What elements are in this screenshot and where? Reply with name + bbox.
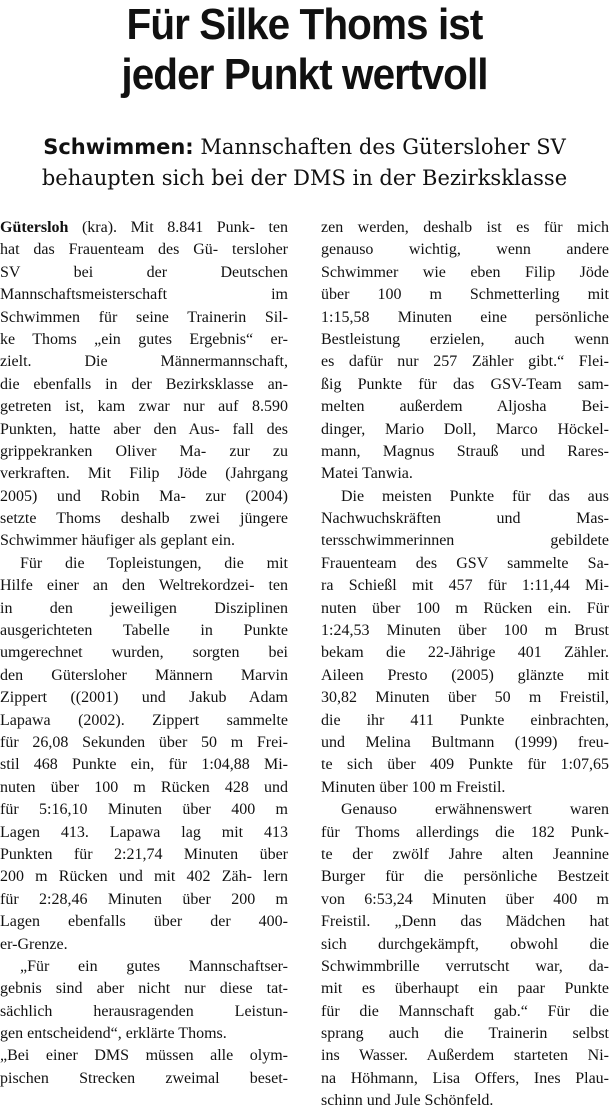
left-column-line: umgerechnet wurden, sorgten bei <box>0 644 288 662</box>
right-column-line: sprang auch die Trainerin selbst <box>321 1025 609 1043</box>
right-column-line: Genauso erwähnenswert waren <box>341 801 609 819</box>
right-column-line: Matei Tanwia. <box>321 465 413 483</box>
headline-line-1: Für Silke Thoms ist <box>126 0 483 49</box>
right-column-line: Bestleistung erzielen, auch wenn <box>321 330 609 348</box>
left-column-line: Punkten, hatte aber den Aus- fall des <box>0 420 288 438</box>
left-column-line: ausgerichteten Tabelle in Punkte <box>0 622 288 640</box>
right-column-line: zen werden, deshalb ist es für mich <box>321 219 609 236</box>
left-column-line: grippekranken Oliver Ma- zur zu <box>0 442 288 460</box>
headline-line-2: jeder Punkt wertvoll <box>121 50 488 99</box>
right-column-line: tersschwimmerinnen gebildete <box>321 532 609 550</box>
section-kicker: Schwimmen: <box>43 135 194 159</box>
right-column-line: es dafür nur 257 Zähler gibt.“ Flei- <box>321 353 609 371</box>
right-column-line: Aileen Presto (2005) glänzte mit <box>321 666 609 684</box>
left-column-line: für 26,08 Sekunden über 50 m Frei- <box>0 733 288 751</box>
left-column-line: für 5:16,10 Minuten über 400 m <box>0 801 288 819</box>
left-column-line: in den jeweiligen Disziplinen <box>0 599 288 617</box>
right-column-line: te sich über 409 Punkte für 1:07,65 <box>321 756 609 774</box>
right-column-line: mit es überhaupt ein paar Punkte <box>321 980 609 998</box>
right-column-line: Burger für die persönliche Bestzeit <box>321 868 609 886</box>
left-column-line: Lagen ebenfalls über der 400- <box>0 913 288 931</box>
left-column-line: sächlich herausragenden Leistun- <box>0 1002 288 1020</box>
left-column-line: ke Thoms „ein gutes Ergebnis“ er- <box>0 330 288 348</box>
right-column-line: 30,82 Minuten über 50 m Freistil, <box>321 689 609 707</box>
headline <box>24 0 584 100</box>
right-column-line: nuten über 100 m Rücken ein. Für <box>321 599 609 617</box>
left-column-line: 200 m Rücken und mit 402 Zäh- lern <box>0 868 288 886</box>
right-column-line: genauso wichtig, wenn andere <box>321 241 609 259</box>
right-column-line: na Höhmann, Lisa Offers, Ines Plau- <box>321 1069 609 1087</box>
left-column-line: er-Grenze. <box>0 935 68 953</box>
left-column-line: „Bei einer DMS müssen alle olym- <box>0 1047 288 1065</box>
right-column-line: Schwimmer wie eben Filip Jöde <box>321 263 609 281</box>
right-column-line: bekam die 22-Jährige 401 Zähler. <box>321 644 609 662</box>
right-column-line: sich durchgekämpft, obwohl die <box>321 935 609 953</box>
right-column-line: für Thoms allerdings die 182 Punk- <box>321 823 609 841</box>
right-column-line: Die meisten Punkte für das aus <box>341 487 609 505</box>
dateline: Gütersloh <box>0 219 69 236</box>
subheadline-line-1 <box>0 132 609 163</box>
left-column-line: „Für ein gutes Mannschaftser- <box>20 957 288 975</box>
left-column-line: 2005) und Robin Ma- zur (2004) <box>0 487 288 505</box>
right-column-line: melten außerdem Aljosha Bei- <box>321 398 609 416</box>
right-column-line: von 6:53,24 Minuten über 400 m <box>321 890 609 908</box>
right-column-line: 1:15,58 Minuten eine persönliche <box>321 308 609 326</box>
left-column-line: Hilfe einer an den Weltrekordzei- ten <box>0 577 288 595</box>
right-column-line: mann, Magnus Strauß und Rares- <box>321 442 609 460</box>
left-column-line <box>0 217 288 239</box>
subheadline-line-2: behaupten sich bei der DMS in der Bezirksklasse <box>41 166 568 190</box>
right-column-line: te der zwölf Jahre alten Jeannine <box>321 845 609 863</box>
right-column-line: Nachwuchskräften und Mas- <box>321 510 609 528</box>
article-column-right <box>321 217 609 1113</box>
left-column-line: Zippert ((2001) und Jakub Adam <box>0 689 288 707</box>
left-column-line: setzte Thoms deshalb zwei jüngere <box>0 510 288 528</box>
right-column-line: ßig Punkte für das GSV-Team sam- <box>321 375 609 393</box>
right-column-line: schinn und Jule Schönfeld. <box>321 1092 494 1110</box>
left-column-line: Lagen 413. Lapawa lag mit 413 <box>0 823 288 841</box>
right-column-line: die ihr 411 Punkte einbrachten, <box>321 711 609 729</box>
right-column-line: Schwimmbrille verrutscht war, da- <box>321 957 609 975</box>
right-column-line: über 100 m Schmetterling mit <box>321 286 609 304</box>
right-column-line: für die Mannschaft gab.“ Für die <box>321 1002 609 1020</box>
subheadline-line-1-text: Mannschaften des Gütersloher SV <box>193 135 566 159</box>
left-column-line: nuten über 100 m Rücken 428 und <box>0 778 288 796</box>
left-column-line: den Gütersloher Männern Marvin <box>0 666 288 684</box>
left-column-line: stil 468 Punkte ein, für 1:04,88 Mi- <box>0 756 288 774</box>
right-column-line: dinger, Mario Doll, Marco Höckel- <box>321 420 609 438</box>
left-column-line: getreten ist, kam zwar nur auf 8.590 <box>0 398 288 416</box>
left-column-line: hat das Frauenteam des Gü- tersloher <box>0 241 288 259</box>
right-column-line: 1:24,53 Minuten über 100 m Brust <box>321 622 609 640</box>
article-column-left <box>0 217 288 1090</box>
left-column-line: verkraften. Mit Filip Jöde (Jahrgang <box>0 465 288 483</box>
left-column-line: Für die Topleistungen, die mit <box>20 554 288 572</box>
right-column-line: und Melina Bultmann (1999) freu- <box>321 733 609 751</box>
left-column-line: für 2:28,46 Minuten über 200 m <box>0 890 288 908</box>
left-column-line: SV bei der Deutschen <box>0 263 288 281</box>
subheadline <box>0 132 609 194</box>
right-column-line: ra Schießl mit 457 für 1:11,44 Mi- <box>321 577 609 595</box>
right-column-line: Minuten über 100 m Freistil. <box>321 778 506 796</box>
dateline-rest-text: (kra). Mit 8.841 Punk- ten <box>68 219 288 236</box>
left-column-line: gebnis sind aber nicht nur diese tat- <box>0 980 288 998</box>
right-column-line: ins Wasser. Außerdem starteten Ni- <box>321 1047 609 1065</box>
left-column-line: Punkten für 2:21,74 Minuten über <box>0 845 288 863</box>
right-column-line: Freistil. „Denn das Mädchen hat <box>321 913 609 931</box>
left-column-line: Mannschaftsmeisterschaft im <box>0 286 288 304</box>
left-column-line: Lapawa (2002). Zippert sammelte <box>0 711 288 729</box>
right-column-line: Frauenteam des GSV sammelte Sa- <box>321 554 609 572</box>
left-column-line: zielt. Die Männermannschaft, <box>0 353 288 371</box>
left-column-line: pischen Strecken zweimal beset- <box>0 1069 288 1087</box>
left-column-line: gen entscheidend“, erklärte Thoms. <box>0 1025 227 1043</box>
left-column-line: Schwimmen für seine Trainerin Sil- <box>0 308 288 326</box>
left-column-line: Schwimmer häufiger als geplant ein. <box>0 532 236 550</box>
left-column-line: die ebenfalls in der Bezirksklasse an- <box>0 375 288 393</box>
